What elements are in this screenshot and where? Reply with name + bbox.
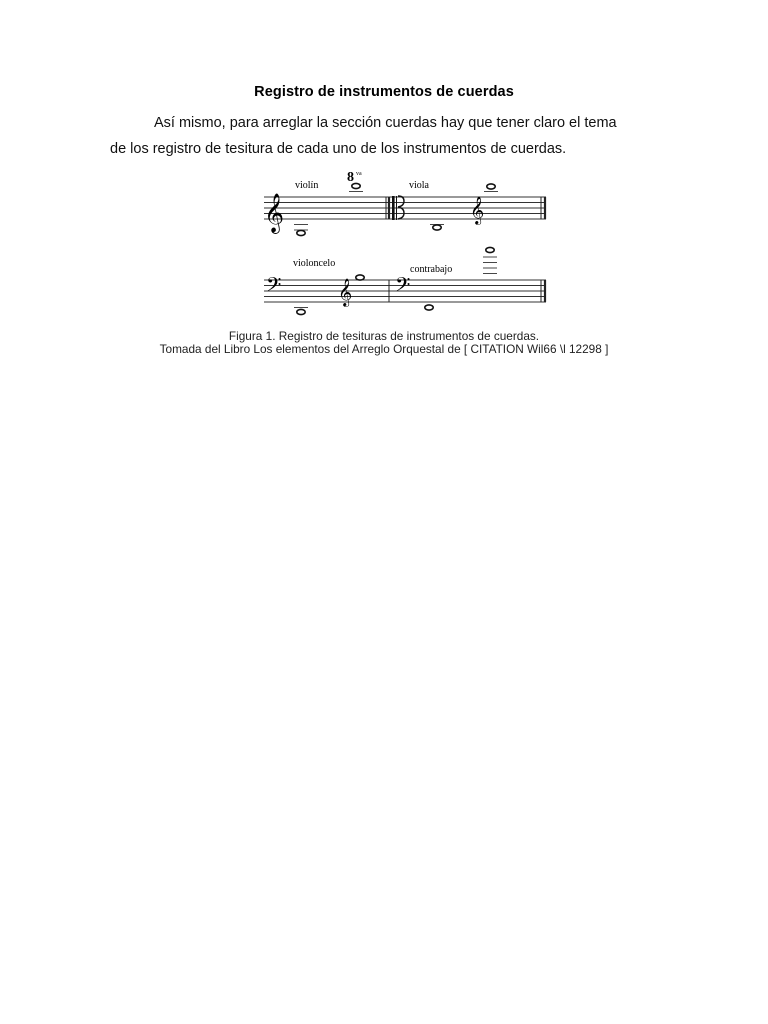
label-violin: violín <box>295 180 319 191</box>
octave-8-glyph: 8 <box>347 170 354 185</box>
music-register-figure <box>258 166 550 318</box>
treble-clef-icon: 𝄞 <box>264 195 285 232</box>
cello-treble-clef-icon: 𝄞 <box>338 280 353 306</box>
viola-treble-clef-icon: 𝄞 <box>470 198 485 224</box>
top-staff <box>264 197 546 219</box>
octave-va-label: va <box>356 171 362 177</box>
violin-low-note <box>294 225 308 236</box>
contrabass-low-note <box>425 305 433 310</box>
paragraph-line-1 <box>110 110 670 136</box>
cello-low-note <box>294 308 308 315</box>
figure-caption-line-2: Tomada del Libro Los elementos del Arreglo Orquestal de [ CITATION Wil66 \l 12298 ] <box>159 342 609 356</box>
label-viola: viola <box>409 180 429 191</box>
cello-high-note <box>356 275 364 280</box>
label-contrabajo: contrabajo <box>410 264 453 275</box>
section-heading: Registro de instrumentos de cuerdas <box>254 84 514 100</box>
music-notation-svg <box>258 166 550 318</box>
label-violoncelo: violoncelo <box>293 258 336 269</box>
figure-caption-line-1: Figura 1. Registro de tesituras de instrumentos de cuerdas. <box>228 329 540 343</box>
bass-clef-icon: 𝄢 <box>395 275 411 301</box>
contrabass-high-note <box>483 247 497 273</box>
viola-low-note <box>430 225 444 231</box>
cello-bass-clef-icon: 𝄢 <box>266 275 282 301</box>
paragraph-line-1-text: Así mismo, para arreglar la sección cuerdas hay que tener claro el tema <box>154 115 617 131</box>
viola-high-note <box>484 184 498 192</box>
paragraph-line-2: de los registro de tesitura de cada uno de los instrumentos de cuerdas. <box>110 141 567 157</box>
